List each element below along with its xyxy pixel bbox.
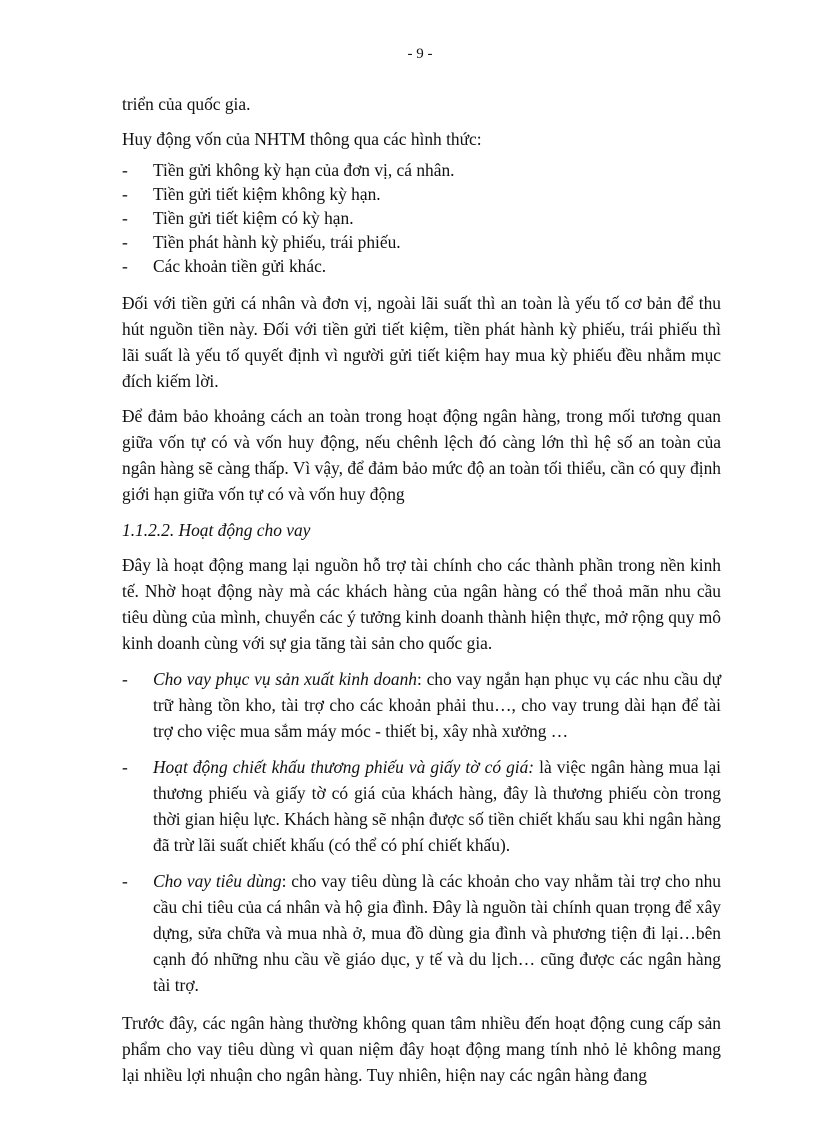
list-item-text: [153, 754, 721, 858]
list-item-text: Tiền gửi tiết kiệm không kỳ hạn.: [153, 184, 381, 204]
loan-type-term: Cho vay tiêu dùng: [153, 871, 282, 891]
list-item-text: [153, 666, 721, 744]
list-item: [122, 868, 721, 998]
bullet-dash: -: [122, 160, 128, 180]
list-item: [122, 158, 721, 182]
list-item: [122, 254, 721, 278]
loan-type-term: Hoạt động chiết khấu thương phiếu và giấy tờ có giá:: [153, 757, 535, 777]
bullet-dash: -: [122, 184, 128, 204]
bullet-dash: -: [122, 208, 128, 228]
list-item: [122, 182, 721, 206]
bullet-dash: -: [122, 232, 128, 252]
list-item-text: Các khoản tiền gửi khác.: [153, 256, 327, 276]
bullet-dash: -: [122, 871, 128, 891]
list-item: [122, 206, 721, 230]
list-item: [122, 754, 721, 858]
list-item-text: Tiền gửi không kỳ hạn của đơn vị, cá nhân.: [153, 160, 455, 180]
paragraph-lending-intro: Đây là hoạt động mang lại nguồn hỗ trợ tài chính cho các thành phần trong nền kinh tế. Nhờ hoạt động này mà các khách hàng của ngân hàng có thể thoả mãn nhu cầu tiêu dùng của mình, chuyển các ý tưởng kinh doanh thành hiện thực, mở rộng quy mô kinh doanh cùng với sự gia tăng tài sản cho quốc gia.: [122, 555, 721, 653]
list-item-text: [153, 868, 721, 998]
list-item-text: Tiền gửi tiết kiệm có kỳ hạn.: [153, 208, 354, 228]
deposit-forms-list: [122, 158, 721, 278]
bullet-dash: -: [122, 757, 128, 777]
paragraph-intro-deposits: Huy động vốn của NHTM thông qua các hình thức:: [122, 129, 482, 149]
list-item: [122, 230, 721, 254]
paragraph-deposit-safety: Đối với tiền gửi cá nhân và đơn vị, ngoài lãi suất thì an toàn là yếu tố cơ bản để thu hút nguồn tiền này. Đối với tiền gửi tiết kiệm, tiền phát hành kỳ phiếu, trái phiếu thì lãi suất là yếu tố quyết định vì người gửi tiết kiệm hay mua kỳ phiếu đều nhằm mục đích kiếm lời.: [122, 293, 721, 391]
loan-type-desc: là việc ngân hàng mua lại thương phiếu và giấy tờ có giá của khách hàng, đây là thương phiếu còn trong thời gian hiệu lực. Khách hàng sẽ nhận được số tiền chiết khấu sau khi ngân hàng đã trừ lãi suất chiết khấu (có thể có phí chiết khấu).: [153, 757, 721, 855]
page-number: - 9 -: [407, 46, 433, 62]
paragraph-consumer-lending: Trước đây, các ngân hàng thường không quan tâm nhiều đến hoạt động cung cấp sản phẩm cho vay tiêu dùng vì quan niệm đây hoạt động mang tính nhỏ lẻ không mang lại nhiều lợi nhuận cho ngân hàng. Tuy nhiên, hiện nay các ngân hàng đang: [122, 1013, 721, 1085]
loan-type-desc: : cho vay tiêu dùng là các khoản cho vay nhằm tài trợ cho nhu cầu chi tiêu của cá nhân và hộ gia đình. Đây là nguồn tài chính quan trọng để xây dựng, sửa chữa và mua nhà ở, mua đồ dùng gia đình và phương tiện đi lại…bên cạnh đó những nhu cầu về giáo dục, y tế và du lịch… cũng được các ngân hàng tài trợ.: [153, 871, 721, 995]
bullet-dash: -: [122, 669, 128, 689]
document-body: [122, 91, 721, 1088]
section-heading: 1.1.2.2. Hoạt động cho vay: [122, 520, 311, 540]
bullet-dash: -: [122, 256, 128, 276]
paragraph-continuation: triển của quốc gia.: [122, 94, 251, 114]
loan-type-term: Cho vay phục vụ sản xuất kinh doanh: [153, 669, 417, 689]
loan-type-desc: : cho vay ngắn hạn phục vụ các nhu cầu dự trữ hàng tồn kho, tài trợ cho các khoản phải thu…, cho vay trung dài hạn để tài trợ cho việc mua sắm máy móc - thiết bị, xây nhà xưởng …: [153, 669, 721, 741]
list-item: [122, 666, 721, 744]
list-item-text: Tiền phát hành kỳ phiếu, trái phiếu.: [153, 232, 401, 252]
paragraph-safety-ratio: Để đảm bảo khoảng cách an toàn trong hoạt động ngân hàng, trong mối tương quan giữa vốn tự có và vốn huy động, nếu chênh lệch đó càng lớn thì hệ số an toàn của ngân hàng sẽ càng thấp. Vì vậy, để đảm bảo mức độ an toàn tối thiểu, cần có quy định giới hạn giữa vốn tự có và vốn huy động: [122, 406, 721, 504]
